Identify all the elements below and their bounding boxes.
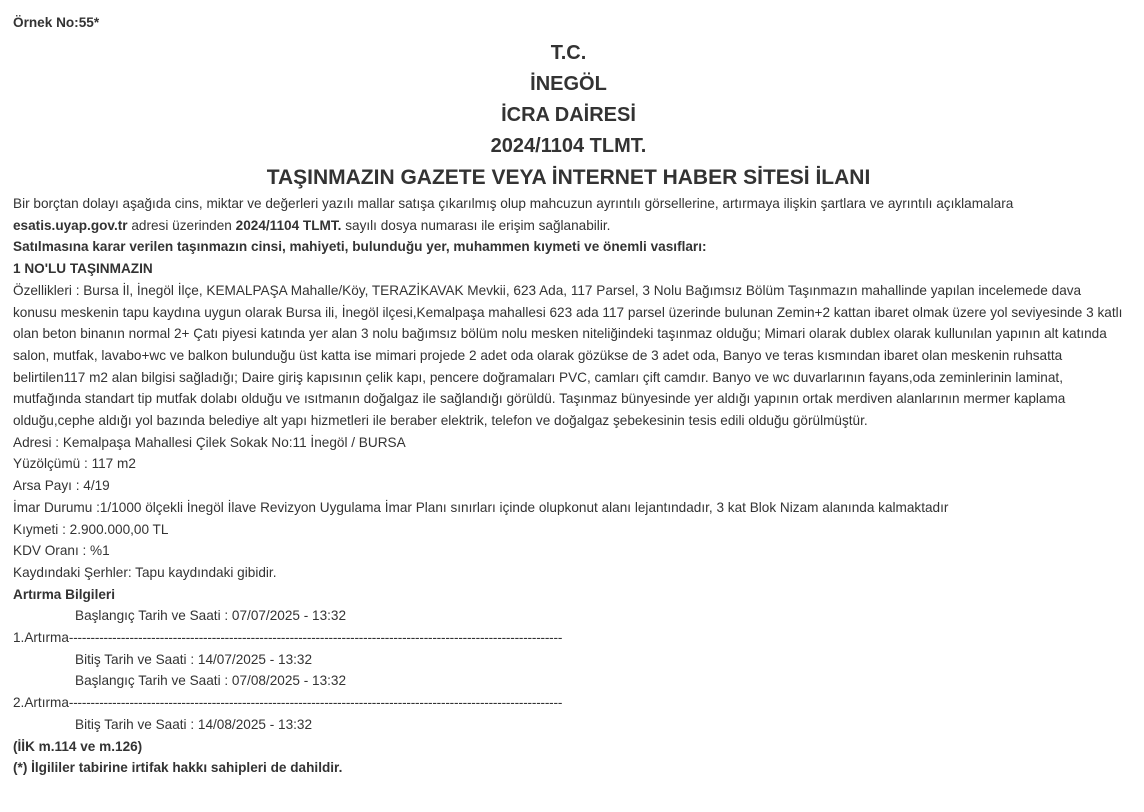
intro-paragraph (13, 193, 1124, 236)
property-features: Özellikleri : Bursa İl, İnegöl İlçe, KEMALPAŞA Mahalle/Köy, TERAZİKAVAK Mevkii, 623 Ada, 117 Parsel, 3 Nolu Bağımsız Bölüm Taşınmazın mahallinde yapılan incelemede dava konusu meskenin tapu kaydına uygun olarak Bursa ili, İnegöl ilçesi,Kemalpaşa mahallesi 623 ada 117 parsel üzerinde bulunan Zemin+2 kattan ibaret olmak üzere yol seviyesinde 3 katlı olan beton binanın normal 2+ Çatı piyesi katında yer alan 3 nolu bağımsız bölüm nolu mesken niteliğindeki taşınmaz olduğu; Mimari olarak dublex olarak kullunılan yapının alt katında salon, mutfak, lavabo+wc ve balkon bulunduğu üst katta ise mimari projede 2 adet oda olarak gözükse de 3 adet oda, Banyo ve teras kısmından ibaret olan meskenin ruhsatta belirtilen117 m2 alan bilgisi sağladığı; Daire giriş kapısının çelik kapı, pencere doğramaları PVC, camları çift camdır. Banyo ve wc duvarlarının fayans,oda zeminlerinin laminat, mutfağında standart tip mutfak dolabı olduğu ve ısıtmanın doğalgaz ile sağlandığı görüldü. Taşınmaz bünyesinde yer aldığı yapının ortak merdiven alanlarının mermer kaplama olduğu,cephe aldığı yol bazında belediye alt yapı hizmetleri ile beraber elektrik, telefon ve doğalgaz şebekesinin tesis edili olduğu görülmüştür. (13, 282, 1123, 429)
property-vat-rate: KDV Oranı : %1 (13, 543, 110, 559)
heading-office: İCRA DAİRESİ (501, 104, 636, 126)
heading-title: TAŞINMAZIN GAZETE VEYA İNTERNET HABER SİTESİ İLANI (266, 166, 871, 189)
footnote: (*) İlgililer tabirine irtifak hakkı sahipleri de dahildir. (13, 760, 343, 776)
heading-file-number: 2024/1104 TLMT. (490, 135, 647, 157)
auction-label: 2.Artırma (13, 695, 69, 711)
auction-label: 1.Artırma (13, 630, 69, 646)
intro-text-2: adresi üzerinden (127, 217, 236, 233)
intro-text-1: Bir borçtan dolayı aşağıda cins, miktar ve değerleri yazılı mallar satışa çıkarılmış olup mahcuzun ayrıntılı görsellerine, artırmaya ilişkin şartlara ve ayrıntılı açıklamalara (13, 196, 1014, 211)
property-area: Yüzölçümü : 117 m2 (13, 456, 136, 472)
auction-divider: ------------------------------------------------------------------------------------------------------------------ (68, 630, 563, 646)
auction-divider: ------------------------------------------------------------------------------------------------------------------ (68, 695, 563, 711)
auction-label-row (13, 627, 1124, 649)
heading-tc: T.C. (550, 42, 587, 64)
intro-text-3: sayılı dosya numarası ile erişim sağlanabilir. (341, 217, 611, 233)
property-address: Adresi : Kemalpaşa Mahallesi Çilek Sokak No:11 İnegöl / BURSA (13, 434, 406, 450)
auction-start: Başlangıç Tarih ve Saati : 07/08/2025 - 13:32 (75, 673, 347, 689)
document-heading (13, 38, 1124, 193)
property-zoning: İmar Durumu :1/1000 ölçekli İnegöl İlave Revizyon Uygulama İmar Planı sınırları içinde olupkonut alanı lejantındadır, 3 kat Blok Nizam alanında kalmaktadır (13, 499, 949, 515)
heading-city: İNEGÖL (530, 73, 607, 95)
property-land-share: Arsa Payı : 4/19 (13, 478, 110, 494)
auction-title: Artırma Bilgileri (13, 586, 115, 602)
section-title: Satılmasına karar verilen taşınmazın cinsi, mahiyeti, bulunduğu yer, muhammen kıymeti ve önemli vasıfları: (13, 239, 707, 255)
auction-start: Başlangıç Tarih ve Saati : 07/07/2025 - 13:32 (75, 608, 347, 624)
property-value: Kıymeti : 2.900.000,00 TL (13, 521, 169, 537)
auction-round-1 (13, 605, 1124, 670)
auction-round-2 (13, 670, 1124, 735)
sample-number: Örnek No:55* (13, 15, 100, 30)
intro-file-number: 2024/1104 TLMT. (235, 217, 342, 233)
auction-label-row (13, 692, 1124, 714)
auction-end: Bitiş Tarih ve Saati : 14/08/2025 - 13:32 (75, 716, 313, 732)
property-annotations: Kaydındaki Şerhler: Tapu kaydındaki gibidir. (13, 564, 277, 580)
auction-end: Bitiş Tarih ve Saati : 14/07/2025 - 13:32 (75, 651, 313, 667)
property-title: 1 NO'LU TAŞINMAZIN (13, 261, 153, 277)
law-reference: (İİK m.114 ve m.126) (13, 738, 143, 754)
esatis-link[interactable]: esatis.uyap.gov.tr (13, 217, 128, 233)
